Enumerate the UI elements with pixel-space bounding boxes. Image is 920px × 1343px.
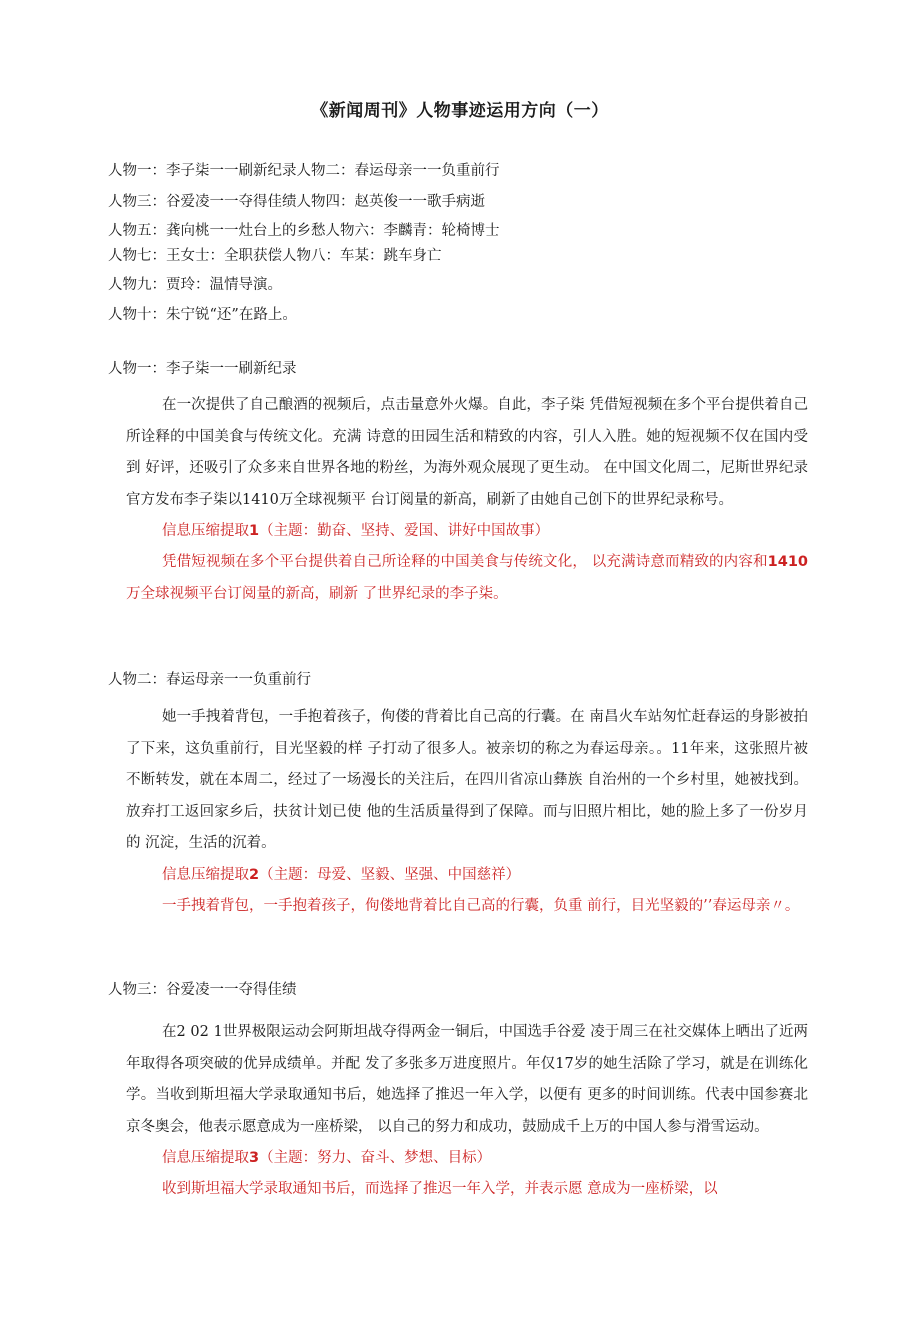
index-line: 人物十：朱宁锐“还”在路上。 <box>108 307 297 323</box>
person-section-3 <box>108 978 808 1206</box>
summary-text: 一手拽着背包，一手抱着孩子，佝偻地背着比自己高的行囊，负重 前行，目光坚毅的’’春运母亲〃。 <box>162 897 800 914</box>
index-line: 人物一：李子柒一一刷新纪录人物二：春运母亲一一负重前行 <box>108 163 500 179</box>
person-section-2 <box>108 668 808 922</box>
index-line: 人物七：王女士：全职获偿人物八：车某：跳车身亡 <box>108 248 442 264</box>
person-section-1 <box>108 357 808 610</box>
summary-label: 信息压缩提取2（主题：母爱、坚毅、坚强、中国慈祥） <box>162 866 521 883</box>
summary-text: 收到斯坦福大学录取通知书后，而选择了推迟一年入学，并表示愿 意成为一座桥梁，以 <box>162 1181 718 1197</box>
document-title: 《新闻周刊》人物事迹运用方向（一） <box>311 101 609 121</box>
section-heading: 人物一：李子柒一一刷新纪录 <box>108 361 297 377</box>
index-line: 人物三：谷爱凌一一夺得佳绩人物四：赵英俊一一歌手病逝 <box>108 194 485 210</box>
index-line: 人物九：贾玲：温情导演。 <box>108 277 282 293</box>
summary-label: 信息压缩提取3（主题：努力、奋斗、梦想、目标） <box>162 1150 492 1166</box>
summary-label: 信息压缩提取1（主题：勤奋、坚持、爱国、讲好中国故事） <box>162 523 550 539</box>
section-body: 在2 02 1世界极限运动会阿斯坦战夺得两金一铜后，中国选手谷爱 凌于周三在社交媒体上晒出了近两年取得各项突破的优异成绩单。并配 发了多张多万进度照片。年仅17岁的她生活除了学习，就是在训练化 学。当收到斯坦福大学录取通知书后，她选择了推迟一年入学，以便有 更多的时间训练。代表中国参赛北京冬奥会，他表示愿意成为一座桥梁， 以自己的努力和成功，鼓励成千上万的中国人参与滑雪运动。 <box>126 1024 808 1135</box>
section-body: 她一手拽着背包，一手抱着孩子，佝偻的背着比自己高的行囊。在 南昌火车站匆忙赶春运的身影被拍了下来，这负重前行，目光坚毅的样 子打动了很多人。被亲切的称之为春运母亲。。11年来，这张照片被 不断转发，就在本周二，经过了一场漫长的关注后，在四川省凉山彝族 自治州的一个乡村里，她被找到。放弃打工返回家乡后，扶贫计划已使 他的生活质量得到了保障。而与旧照片相比，她的脸上多了一份岁月的 沉淀，生活的沉着。 <box>126 709 808 851</box>
section-heading: 人物三：谷爱凌一一夺得佳绩 <box>108 982 297 998</box>
section-heading: 人物二：春运母亲一一负重前行 <box>108 672 311 688</box>
summary-text: 凭借短视频在多个平台提供着自己所诠释的中国美食与传统文化， 以充满诗意而精致的内容和1410万全球视频平台订阅量的新高，刷新 了世界纪录的李子柒。 <box>126 554 808 602</box>
section-body: 在一次提供了自己酿酒的视频后，点击量意外火爆。自此，李子柒 凭借短视频在多个平台提供着自己所诠释的中国美食与传统文化。充满 诗意的田园生活和精致的内容，引人入胜。她的短视频不仅在国内受到 好评，还吸引了众多来自世界各地的粉丝，为海外观众展现了更生动。 在中国文化周二，尼斯世界纪录官方发布李子柒以1410万全球视频平 台订阅量的新高，刷新了由她自己创下的世界纪录称号。 <box>126 397 808 508</box>
index-line: 人物五：龚向桃一一灶台上的乡愁人物六：李麟青：轮椅博士 <box>108 223 500 239</box>
